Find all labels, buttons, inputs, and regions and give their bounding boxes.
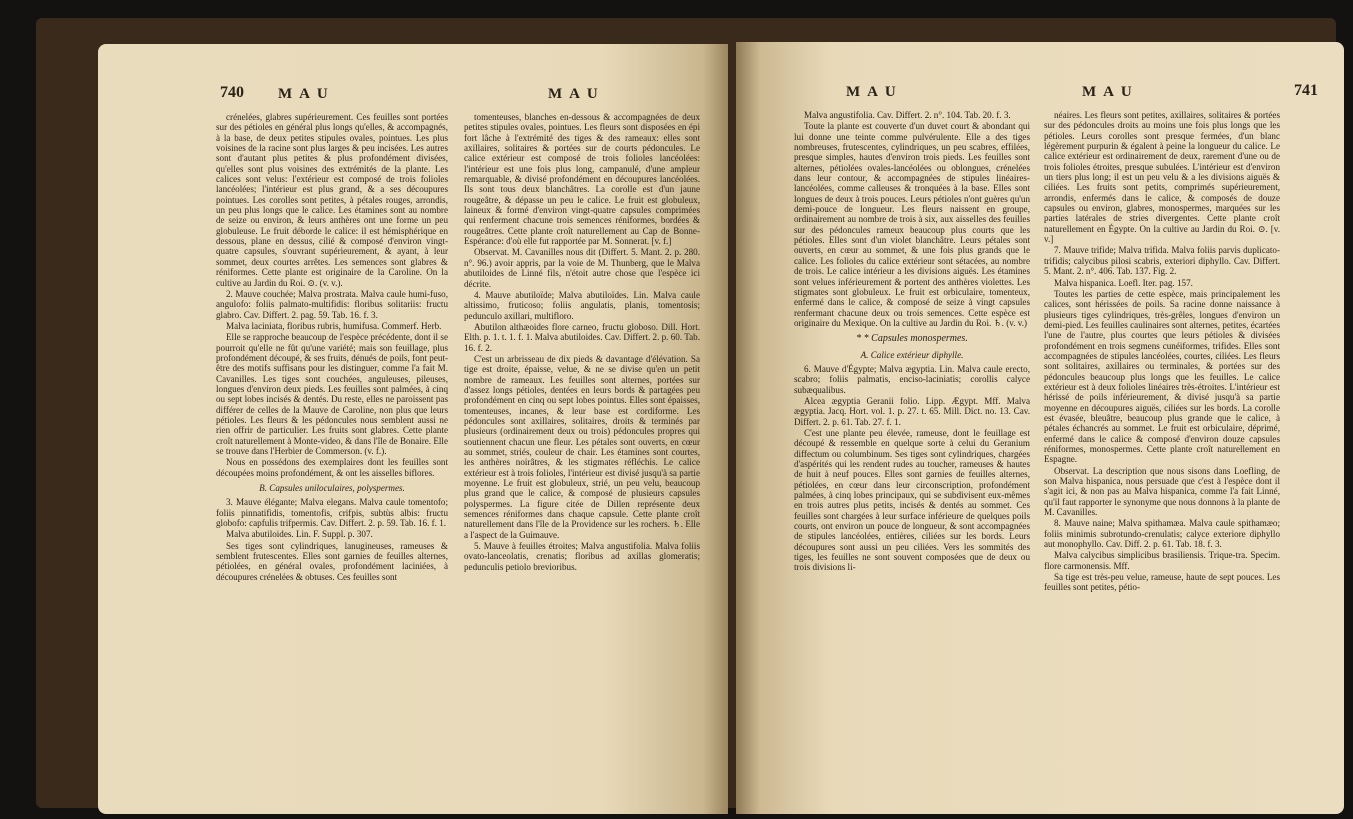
observation: Observat. M. Cavanilles nous dit (Differt. 5. Mant. 2. p. 280. n°. 96.) avoir appris, par la voie de M. Thunberg, que le Malva abutiloides de Linné fils, n'étoit autre chose que l'espèce ici décrite. <box>464 247 700 289</box>
synonym: Malva laciniata, floribus rubris, humifusa. Commerf. Herb. <box>226 320 442 331</box>
paragraph: C'est une plante peu élevée, rameuse, dont le feuillage est découpé & ressemble en quelque sorte à celui du Geranium diffectum ou columbinum. Ses tiges sont cylindriques, chargées d'aspérités qui les rendent rudes au toucher, rameuses & hautes de huit à neuf pouces. Elles sont garnies de feuilles alternes, pétiolées, en cœur dans leur circonscription, profondément palmées, à cinq lobes principaux, qui se subdivisent eux-mêmes en trois autres plus petits, incisés & dentés au sommet. Ces feuilles sont chargées à leur surface inférieure de quelques poils courts, ont environ un pouce de longueur, & sont accompagnées de stipules lancéolées, entières, ciliées sur les bords. Leurs découpures sont aussi un peu ciliées. Vers les sommités des tiges, les feuilles ne sont souvent composées que de deux ou trois divisions li- <box>794 427 1030 573</box>
paragraph: Toute la plante est couverte d'un duvet court & abondant qui lui donne une teinte comme pulvérulente. Elle a des tiges nombreuses, frutescentes, cylindriques, un peu scabres, effilées, presque simples, hautes d'environ trois pieds. Les feuilles sont alternes, pétiolées ovales-lancéolées ou oblongues, crénelées dans leur contour, & accompagnées de stipules linéaires-lancéolées, comme calleuses & tronquées à la base. Elles sont longues de deux à trois pouces. Leurs pétioles n'ont guères qu'un demi-pouce de longueur. Les fleurs naissent en groupe, ordinairement au nombre de trois à six, aux aisselles des feuilles sur des pédoncules rameux beaucoup plus courts que les pétioles. Elles sont d'un violet blanchâtre. Leurs pétales sont ouverts, en cœur au sommet, & une fois plus grands que le calice. Les folioles du calice extérieur sont sétacées, au nombre de trois. Le calice intérieur a les divisions aiguës. Les étamines sont velues inférieurement & portent des anthères violettes. Les stigmates sont globuleux. Le fruit est orbiculaire, tomenteux, enfermé dans le calice, & composé de seize à vingt capsules renfermant chacune deux ou trois semences. Cette espèce est originaire du Mexique. On la cultive au Jardin du Roi. ♄. (v. v.) <box>794 121 1030 328</box>
species-entry: 3. Mauve élégante; Malva elegans. Malva caule tomentofo; foliis pinnatifidis, tomentofis, crifpis, subtùs albis: fructu globofo: capfulis trifpermis. Cav. Differt. 2. p. 59. Tab. 16. f. 1. <box>216 497 448 529</box>
observation: Observat. La description que nous sisons dans Loefling, de son Malva hispanica, nous persuade que c'est à l'espèce dont il s'agit ici, & non pas au Malva hispanica, comme l'a fait Linné, qu'il faut rapporter le synonyme que nous donnons à la plante de M. Cavanilles. <box>1044 465 1280 518</box>
page-number: 741 <box>1294 82 1318 99</box>
species-entry: 6. Mauve d'Égypte; Malva ægyptia. Lin. Malva caule erecto, scabro; foliis palmatis, enciso-laciniatis; corollis calyce subæqualibus. <box>794 363 1030 395</box>
paragraph: Ses tiges sont cylindriques, lanugineuses, rameuses & semblent frutescentes. Elles sont garnies de feuilles alternes, pétiolées, en général ovales, profondément laciniées, à découpures crénelées & obtuses. Ces feuilles sont <box>216 540 448 582</box>
synonym: Malva abutiloides. Lin. F. Suppl. p. 307. <box>226 529 373 540</box>
text-column <box>794 110 1030 814</box>
paragraph: Sa tige est très-peu velue, rameuse, haute de sept pouces. Les feuilles sont petites, pétio- <box>1044 572 1280 593</box>
running-head: M A U <box>548 86 600 102</box>
paragraph: Elle se rapproche beaucoup de l'espèce précédente, dont il se pourroit qu'elle ne fût qu'une variété; mais son feuillage, plus profondément découpé, & ses fruits, dénués de poils, font peut-être des motifs suffisans pour les distinguer, comme l'a fait M. Cavanilles. Les tiges sont couchées, anguleuses, pileuses, longues d'environ deux pieds. Les feuilles sont palmées, à cinq ou sept lobes incisés & dentés. Du reste, elles ne paroissent pas différer de celles de la Mauve de Caroline, non plus que leurs pétioles. Les fleurs & les pédoncules nous semblent aussi ne rien offrir de particulier. Les fruits sont glabres. Cette plante croît naturellement à Monte-video, & dans l'île de Bonaire. Elle se trouve dans l'Herbier de Commerson. (v. f.). <box>216 332 448 456</box>
paragraph: C'est un arbrisseau de dix pieds & davantage d'élévation. Sa tige est droite, épaisse, velue, & ne se divise qu'en un petit nombre de rameaux. Les feuilles sont alternes, portées sur d'assez longs pétioles, dentées en leurs bords & partagées peu profondément en cinq ou sept lobes pointus. Elles sont épaisses, tomenteuses, incanes, & leur base est cordiforme. Les pédoncules sont axillaires, solitaires, droits & terminés par plusieurs (ordinairement deux ou trois) pédoncules propres qui soutiennent chacun une fleur. Les pétales sont ouverts, en cœur au sommet, striés, couleur de chair. Les étamines sont courtes, les anthères noirâtres, & les stigmates réfléchis. Le calice extérieur est à trois folioles, l'intérieur est divisé jusqu'à sa partie moyenne. Le fruit est globuleux, strié, un peu velu, beaucoup plus grand que le calice, & composé de plusieurs capsules polyspermes. La figure citée de Dillen représente deux semences réniformes dans chaque capsule. Cette plante croît naturellement dans l'île de la Providence sur les rochers. ♄. Elle a l'aspect de la Guimauve. <box>464 353 700 540</box>
text-column <box>216 112 448 814</box>
left-page <box>98 44 728 814</box>
synonym: Malva hispanica. Loefl. Iter. pag. 157. <box>1054 277 1193 288</box>
synonym: Alcea ægyptia Geranii folio. Lipp. Ægypt. Mff. Malva ægyptia. Jacq. Hort. vol. 1. p. 27. t. 65. Mill. Dict. no. 13. Cav. Differt. 2. p. 61. Tab. 27. f. 1. <box>794 395 1030 427</box>
synonym: Abutilon althæoides flore carneo, fructu globoso. Dill. Hort. Elth. p. 1. t. 1. f. 1. Malva abutiloides. Cav. Differt. 2. p. 60. Tab. 16. f. 2. <box>464 321 700 353</box>
synonym: Malva calycibus simplicibus brasiliensis. Trique-tra. Specim. flore carmonensis. Mff. <box>1044 550 1280 571</box>
paragraph: Nous en possédons des exemplaires dont les feuilles sont découpées moins profondément, & ont les aisselles biflores. <box>216 457 448 478</box>
section-heading: B. Capsules uniloculaires, polyspermes. <box>259 483 405 494</box>
paragraph: tomenteuses, blanches en-dessous & accompagnées de deux petites stipules ovales, pointues. Les fleurs sont disposées en épi fort lâche à l'extrémité des tiges & des rameaux: elles sont axillaires, solitaires & portées sur de courts pédoncules. Le calice extérieur est composé de trois folioles lancéolées: l'intérieur est une fois plus long, campanulé, d'une ampleur remarquable, & divisé profondément en découpures lancéolées. Ils sont tous deux blanchâtres. La corolle est d'un jaune rougeâtre, & dépasse un peu le calice. Le fruit est globuleux, laineux & formé d'environ vingt-quatre capsules comprimées qui renferment chacune trois semences réniformes, bordées & rougeâtres. Cette plante croît naturellement au Cap de Bonne-Espérance: d'où elle fut rapportée par M. Sonnerat. [v. f.] <box>464 112 700 247</box>
species-entry: 5. Mauve à feuilles étroites; Malva angustifolia. Malva foliis ovato-lanceolatis, crenatis; floribus ad axillas glomeratis; pedunculis petiolo brevioribus. <box>464 541 700 572</box>
page-number: 740 <box>220 84 244 101</box>
paragraph: néaires. Les fleurs sont petites, axillaires, solitaires & portées sur des pédoncules droits au moins une fois plus longs que les pétioles. Leurs corolles sont presque fermées, d'un blanc légèrement purpurin & égalent à peine la longueur du calice. Le calice extérieur est ordinairement de deux, rarement d'une ou de trois folioles étroites, presque subulées. L'intérieur est d'environ un tiers plus long; il est un peu velu & a les divisions aiguës & ciliées. Les fruits sont petits, comprimés supérieurement, arrondis, enfermés dans le calice, & composés de douze capsules ou environ, glabres, monospermes, marquées sur les parties latérales de stries divergentes. Cette plante croît naturellement en Égypte. On la cultive au Jardin du Roi. ⊙. [v. v.] <box>1044 110 1280 245</box>
text-column <box>464 112 700 814</box>
running-head: M A U <box>1082 84 1134 100</box>
synonym: Malva angustifolia. Cav. Differt. 2. n°. 104. Tab. 20. f. 3. <box>804 110 1011 120</box>
species-entry: 2. Mauve couchée; Malva prostrata. Malva caule humi-fuso, angulofo: foliis palmato-multifidis: floribus solitariis: fructu glabro. Cav. Differt. 2. pag. 59. Tab. 16. f. 3. <box>216 288 448 320</box>
subsection-heading: A. Calice extérieur diphylle. <box>860 349 964 360</box>
text-column <box>1044 110 1280 814</box>
paragraph: Toutes les parties de cette espèce, mais principalement les calices, sont hérissées de poils. Sa racine donne naissance à plusieurs tiges cylindriques, très-grêles, longues d'environ un demi-pied. Les feuilles caulinaires sont alternes, petites, écartées l'une de l'autre, plus courtes que leurs pétioles & divisées profondément en trois segmens cunéiformes, trifides. Elles sont accompagnées de stipules lancéolées, courtes, ciliées. Les fleurs sont solitaires, axillaires ou terminales, & portées sur des pédoncules beaucoup plus longs que les feuilles. Le calice extérieur est à deux folioles linéaires très-étroites. L'intérieur est hérissé de poils inférieurement, & divisé jusqu'à sa partie moyenne en découpures aiguës, ciliées sur les bords. La corolle est évasée, bleuâtre, beaucoup plus grande que le calice, à pétales échancrés au sommet. Le fruit est orbiculaire, déprimé, enfermé dans le calice & composé d'environ douze capsules réniformes, monospermes. Cette plante croît naturellement en Espagne. <box>1044 288 1280 465</box>
paragraph: crénelées, glabres supérieurement. Ces feuilles sont portées sur des pétioles en général plus longs qu'elles, & accompagnés, à la base, de deux petites stipules ovales, pointues. Les plus voisines de la racine sont plus larges & peu incisées. Les autres sont d'autant plus petites & plus profondément divisées, qu'elles sont plus voisines des extrémités de la plante. Les calices sont velus: l'extérieur est composé de trois folioles lancéolées; l'intérieur est plus grand, & a ses découpures pointues. Les corolles sont petites, à pétales rouges, arrondis, un peu plus longs que le calice. Les étamines sont au nombre de seize ou environ, & leurs anthères ont une forme un peu globuleuse. Le fruit déborde le calice: il est hémisphérique en dessous, plane en dessus, cilié & composé d'environ vingt-quatre capsules, s'ouvrant supérieurement, & ayant, à leur sommet, deux courtes arrêtes. Les semences sont glabres & réniformes. Cette plante est originaire de la Caroline. On la cultive au Jardin du Roi. ⊙. (v. v.). <box>216 112 448 288</box>
section-heading: * * Capsules monospermes. <box>856 333 968 345</box>
species-entry: 4. Mauve abutiloïde; Malva abutiloïdes. Lin. Malva caule altissimo, fruticoso; foliis angulatis, planis, tomentosis; pedunculo axillari, multifloro. <box>464 289 700 321</box>
running-head: M A U <box>846 84 898 100</box>
species-entry: 8. Mauve naine; Malva spithamæa. Malva caule spithamæo; foliis minimis subrotundo-crenulatis; calyce exteriore diphyllo aut monophyllo. Cav. Diff. 2. p. 61. Tab. 18. f. 3. <box>1044 518 1280 550</box>
running-head: M A U <box>278 86 330 102</box>
right-page <box>736 42 1344 814</box>
species-entry: 7. Mauve trifide; Malva trifida. Malva foliis parvis duplicato-trifidis; calycibus pilosi scabris, exteriori diphyllo. Cav. Differt. 5. Mant. 2. n°. 406. Tab. 137. Fig. 2. <box>1044 245 1280 277</box>
book-spread <box>36 18 1336 808</box>
